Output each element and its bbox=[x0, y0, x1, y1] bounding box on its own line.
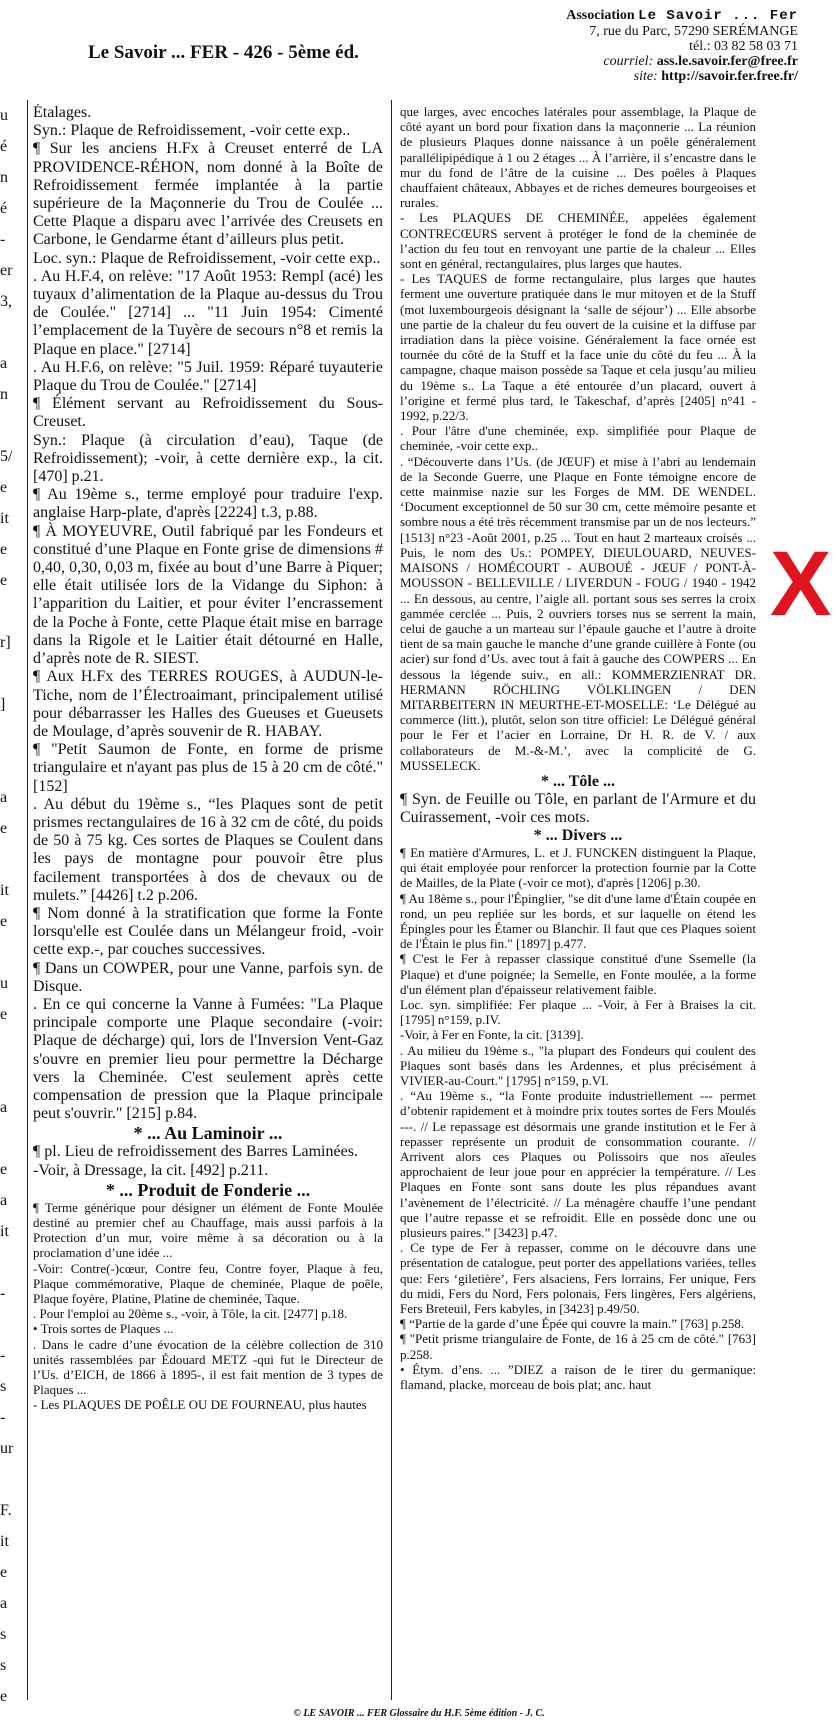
edge-fragment bbox=[0, 596, 26, 627]
edge-fragment bbox=[0, 1123, 26, 1154]
association-phone: tél.: 03 82 58 03 71 bbox=[689, 39, 798, 54]
edge-fragment: ur bbox=[0, 1440, 14, 1457]
entry-paragraph: Loc. syn. simplifiée: Fer plaque ... -Voir, à Fer à Braises la cit. [1795] n°159, p.IV. bbox=[400, 996, 756, 1028]
edge-fragment: e bbox=[0, 541, 8, 558]
entry-paragraph: ¶ Terme générique pour désigner un élément de Fonte Moulée destiné au premier chef au Chauffage, mais aussi parfois à la Protection d’un mur, voire même à sa décoration ou à la proclamation d’une idée ... bbox=[33, 1199, 383, 1261]
edge-fragment: it bbox=[0, 1533, 9, 1550]
edge-fragment: - bbox=[0, 1409, 6, 1426]
edge-fragment: it bbox=[0, 882, 9, 899]
edge-fragment: e bbox=[0, 1006, 8, 1023]
edge-fragment: e bbox=[0, 1161, 8, 1178]
section-heading-divers: * ... Divers ... bbox=[533, 826, 623, 844]
edge-fragment: a bbox=[0, 789, 8, 806]
edge-fragment: it bbox=[0, 510, 9, 527]
entry-paragraph: - Les TAQUES de forme rectangulaire, plus larges que hautes ferment une ouverture pratiquée dans le mur mitoyen et de la Stuff (mot luxembourgeois désignant la ‘salle de séjour’) ... Elle absorbe une partie de la chaleur du feu ouvert de la cuisine et la diffuse par irradiation dans la pièce voisine. Généralement la face ornée est tournée du côté de la Stuff et la face unie du côté du feu ... À la campagne, chaque maison possède sa Taque et cela jusqu’au milieu du 19ème s.. La Taque a été entourée d’un placard, ouvert à l’origine et fermé plus tard, le Takeschaf, d’après [2405] n°41 - 1992, p.22/3. bbox=[400, 271, 756, 424]
entry-paragraph: . Au H.F.4, on relève: "17 Août 1953: Rempl (acé) les tuyaux d’alimentation de la Plaque au-dessus du Trou de Coulée." [2714] ... "11 Juin 1954: Cimenté l’emplacement de la Tuyère de secours n°8 et remis la Plaque en place." [2714] bbox=[33, 267, 383, 358]
entry-paragraph: . Au milieu du 19ème s., "la plupart des Fondeurs qui coulent des Plaques sont basés dans les Ardennes, et plus précisément à VIVIER-au-Court." [1795] n°159, p.VI. bbox=[400, 1042, 756, 1088]
column-rule-left bbox=[27, 100, 28, 1700]
edge-fragment bbox=[0, 410, 26, 441]
laminoir-entries bbox=[33, 1143, 383, 1179]
edge-fragment: u bbox=[0, 107, 8, 124]
entry-paragraph: ¶ Élément servant au Refroidissement du Sous-Creuset. bbox=[33, 395, 383, 431]
edge-fragment: n bbox=[0, 169, 8, 186]
entry-paragraph: . En ce qui concerne la Vanne à Fumées: "La Plaque principale comporte une Plaque secondaire (-voir: Plaque de décharge) qui, lors de l'Inversion Vent-Gaz s'ouvre en premier lieu pour permettre la Décharge vers la Cheminée. C'est seulement après cette compensation de pression que la Plaque principale peut s'ouvrir." [215] p.84. bbox=[33, 995, 383, 1123]
edge-fragment: s bbox=[0, 1626, 7, 1643]
entry-paragraph: ¶ En matière d'Armures, L. et J. FUNCKEN distinguent la Plaque, qui était employée pour renforcer la protection fournie par la Cotte de Mailles, de la Plate (-voir ce mot), d'après [1206] p.30. bbox=[400, 844, 756, 891]
page-footer: © LE SAVOIR ... FER Glossaire du H.F. 5ème édition - J. C. bbox=[293, 1708, 545, 1719]
association-prefix: Association bbox=[566, 8, 635, 23]
entry-paragraph: ¶ Dans un COWPER, pour une Vanne, parfois syn. de Disque. bbox=[33, 959, 383, 995]
divers-entries bbox=[400, 845, 756, 1392]
edge-fragment: it bbox=[0, 1223, 9, 1240]
entry-paragraph: . Au début du 19ème s., “les Plaques sont de petit prismes rectangulaires de 16 à 32 cm de côté, du poids de 50 à 75 kg. Ces sortes de Plaques se Coulent dans les pays de montagne pour pouvoir être plus facilement transportées à dos de chevaux ou de mulets.” [4426] t.2 p.206. bbox=[33, 795, 383, 904]
entry-paragraph: . “Découverte dans l’Us. (de JŒUF) et mise à l’abri au lendemain de la Seconde Guerre, une Plaque en Fonte témoigne encore de cette mainmise nazie sur les Forges de MM. DE WENDEL. ‘Document exceptionnel de 50 sur 30 cm, cette mémoire pesante et sombre nous a été très récemment transmise par un de nos lecteurs.” [1513] n°23 -Août 2001, p.25 ... Tout en haut 2 marteaux croisés ... Puis, le nom des Us.: POMPEY, DIEULOUARD, NEUVES-MAISONS / HOMÉCOURT - AUBOUÉ - JŒUF / PONT-À-MOUSSON - BELLEVILLE / LIVERDUN - FOUG / 1940 - 1942 ... En dessous, au centre, l’aigle all. portant sous ses serres la croix gammée cerclée ... Puis, 2 ouvriers torses nus se serrent la main, celui de gauche a un marteau sur l’épaule gauche et l’autre à droite tient de sa main gauche le manche d’une grande cuillère à Fonte (ou acier) sur fond d’Us. avec tout à fait à gauche des COWPERS ... En dessous la légende suiv., en all.: KOMMERZIENRAT DR. HERMANN RÖCHLING VÖLKLINGEN / DEN MITARBEITERN IN MEURTHE-ET-MOSELLE: ‘Le Délégué au commerce (litt.), plutôt, selon son titre officiel: Le Délégué général pour le Fer et l’acier en Lorraine, Dr H. R. de V. / aux collaborateurs de M.-&-M.’, avec la complicité de G. MUSSELECK. bbox=[400, 453, 756, 773]
edge-fragment: 3, bbox=[0, 293, 12, 310]
section-heading-laminoir: * ... Au Laminoir ... bbox=[133, 1123, 283, 1144]
entry-paragraph: ¶ Nom donné à la stratification que forme la Fonte lorsqu'elle est Coulée dans un Mélangeur froid, -voir cette exp.-, par couches successives. bbox=[33, 904, 383, 959]
edge-fragment: é bbox=[0, 200, 8, 217]
entry-paragraph: ¶ "Petit Saumon de Fonte, en forme de prisme triangulaire et n'ayant pas plus de 15 à 20 cm de côté." [152] bbox=[33, 741, 383, 795]
edge-fragment bbox=[0, 1309, 26, 1340]
edge-fragment bbox=[0, 937, 26, 968]
edge-fragment bbox=[0, 1061, 26, 1092]
edge-fragment: ] bbox=[0, 696, 6, 713]
entry-paragraph: ¶ Sur les anciens H.Fx à Creuset enterré de LA PROVIDENCE-RÉHON, nom donné à la Boîte de Refroidissement fermée implantée à la partie supérieure de la Maçonnerie du Trou de Coulée ... Cette Plaque a disparu avec l’arrivée des Creusets en Carbone, le Gendarme étant d’ailleurs plus petit. bbox=[33, 140, 383, 249]
column-rule-middle bbox=[391, 100, 392, 1700]
edge-fragment: e bbox=[0, 1688, 8, 1705]
edge-fragment: 5/ bbox=[0, 448, 13, 465]
entry-paragraph: Étalages. bbox=[33, 104, 92, 121]
red-x-mark: X bbox=[770, 533, 832, 635]
edge-fragment bbox=[0, 317, 26, 348]
edge-fragment: a bbox=[0, 1192, 8, 1209]
edge-fragment: er bbox=[0, 262, 13, 279]
entry-paragraph: • Trois sortes de Plaques ... bbox=[33, 1321, 174, 1337]
site-link[interactable]: http://savoir.fer.free.fr/ bbox=[661, 69, 798, 84]
edge-fragment bbox=[0, 1030, 26, 1061]
association-block bbox=[566, 8, 798, 84]
site-label: site: bbox=[633, 69, 658, 84]
left-entries bbox=[33, 104, 383, 1123]
edge-fragment: a bbox=[0, 1099, 8, 1116]
entry-paragraph: -Voir, à Fer en Fonte, la cit. [3139]. bbox=[400, 1027, 584, 1043]
right-column bbox=[400, 104, 756, 1700]
edge-fragment: a bbox=[0, 355, 8, 372]
entry-paragraph: . Ce type de Fer à repasser, comme on le découvre dans une présentation de catalogue, peut porter des appellations variées, telles que: Fers ‘giletière’, Fers alsaciens, Fers lorrains, Fer unique, Fers du midi, Fers du Nord, Fers polonais, Fers lingères, Fers algériens, Fers Breteuil, Fers kabyles, in [3423] p.49/50. bbox=[400, 1240, 756, 1317]
edge-fragment: F. bbox=[0, 1502, 12, 1519]
edge-fragment: - bbox=[0, 231, 6, 248]
previous-column-edge bbox=[0, 100, 26, 1712]
section-heading-tole: * ... Tôle ... bbox=[541, 772, 615, 790]
association-address: 7, rue du Parc, 57290 SERÉMANGE bbox=[589, 24, 798, 39]
entry-paragraph: . Pour l'emploi au 20ème s., -voir, à Tôle, la cit. [2477] p.18. bbox=[33, 1306, 348, 1322]
edge-fragment: u bbox=[0, 975, 8, 992]
email-label: courriel: bbox=[603, 54, 654, 69]
edge-fragment bbox=[0, 844, 26, 875]
edge-fragment: e bbox=[0, 820, 8, 837]
entry-paragraph: ¶ À MOYEUVRE, Outil fabriqué par les Fondeurs et constitué d’une Plaque en Fonte grise de dimensions # 0,40, 0,30, 0,03 m, fixée au bout d’une Barre à Piquer; elle était utilisée lors de la Vidange du Siphon: à l’apparition du Laitier, et pour éviter l’encrassement de la Poche à Fonte, cette Plaque était mise en barrage dans la Rigole et le Laitier était détourné en Halle, d’après note de R. SIEST. bbox=[33, 522, 383, 668]
edge-fragment: s bbox=[0, 1657, 7, 1674]
entry-paragraph: . Pour l'âtre d'une cheminée, exp. simplifiée pour Plaque de cheminée, -voir cette exp.. bbox=[400, 423, 756, 454]
entry-paragraph: - Les PLAQUES DE POÊLE OU DE FOURNEAU, plus hautes bbox=[33, 1397, 367, 1413]
entry-paragraph: que larges, avec encoches latérales pour assemblage, la Plaque de côté ayant un bord pour fixation dans la maçonnerie ... La réunion de plusieurs Plaques donne naissance à un poêle généralement parallélipipédique à 1 ou 2 étages ... À l’arrière, il s’encastre dans le mur du fond de l’âtre de la cuisine ... Des poêles à Plaques chauffaient châteaux, Abbayes et de riches demeures bourgeoises et rurales. bbox=[400, 104, 756, 211]
entry-paragraph: . Au H.F.6, on relève: "5 Juil. 1959: Réparé tuyauterie Plaque du Trou de Coulée." [2714] bbox=[33, 358, 383, 395]
right-entries bbox=[400, 104, 756, 773]
edge-fragment: s bbox=[0, 1378, 7, 1395]
entry-paragraph: -Voir: Contre(-)cœur, Contre feu, Contre foyer, Plaque à feu, Plaque commémorative, Plaque de cheminée, Plaque de poêle, Plaque foyère, Platine, Platine de cheminée, Taque. bbox=[33, 1260, 383, 1306]
edge-fragment bbox=[0, 1464, 26, 1495]
edge-fragment bbox=[0, 720, 26, 751]
entry-paragraph: Loc. syn.: Plaque de Refroidissement, -voir cette exp.. bbox=[33, 249, 381, 267]
edge-fragment: n bbox=[0, 386, 8, 403]
edge-fragment bbox=[0, 751, 26, 782]
entry-paragraph: ¶ pl. Lieu de refroidissement des Barres Laminées. bbox=[33, 1143, 358, 1161]
edge-fragment bbox=[0, 658, 26, 689]
entry-paragraph: Syn.: Plaque (à circulation d’eau), Taque (de Refroidissement); -voir, à cette dernière exp., la cit. [470] p.21. bbox=[33, 431, 383, 486]
association-name: Le Savoir ... Fer bbox=[638, 8, 798, 24]
edge-fragment: e bbox=[0, 479, 8, 496]
entry-paragraph: ¶ “Partie de la garde d’une Épée qui couvre la main.” [763] p.258. bbox=[400, 1316, 745, 1332]
entry-paragraph: Syn.: Plaque de Refroidissement, -voir cette exp.. bbox=[33, 122, 351, 140]
entry-paragraph: . Dans le cadre d’une évocation de la célèbre collection de 310 unités rassemblées par Édouard METZ -qui fut le Directeur de l’Us. d’EICH, de 1866 à 1895-, il est fait mention de 3 types de Plaques ... bbox=[33, 1336, 383, 1398]
entry-paragraph: - Les PLAQUES DE CHEMINÉE, appelées également CONTRECŒURS servent à protéger le fond de la cheminée de l’action du feu tout en renvoyant une partie de la chaleur ... Elles sont en général, rectangulaires, plus larges que hautes. bbox=[400, 210, 756, 272]
tole-entry: ¶ Syn. de Feuille ou Tôle, en parlant de l'Armure et du Cuirassement, -voir ces mots. bbox=[400, 790, 756, 826]
entry-paragraph: . “Au 19ème s., “la Fonte produite industriellement --- permet d’obtenir rapidement et à moindre prix toutes sortes de Fers Moulés ---. // Le repassage est désormais une grande institution et le Fer à repasser représente un produit de consommation courante. // Arrivent alors ces Plaques ou Polissoirs que nos aïeules approchaient de leur joue pour en apprécier la température. // Les Plaques en Fonte sont sans doute les plus répandues avant l’avènement de l’électricité. // La ménagère chauffe l’une pendant que l’autre repasse et se refroidit. Elle en possède donc une ou plusieurs paires.” [3423] p.47. bbox=[400, 1088, 756, 1241]
entry-paragraph: -Voir, à Dressage, la cit. [492] p.211. bbox=[33, 1161, 269, 1179]
edge-fragment: r] bbox=[0, 634, 11, 651]
edge-fragment: é bbox=[0, 138, 8, 155]
entry-paragraph: ¶ C'est le Fer à repasser classique constitué d'une Ssemelle (la Plaque) et d'une poignée; la Semelle, en Fonte moulée, a la forme d'un élément plan d'épaisseur relativement faible. bbox=[400, 951, 756, 997]
edge-fragment: a bbox=[0, 1595, 8, 1612]
email-link[interactable]: ass.le.savoir.fer@free.fr bbox=[656, 54, 798, 69]
entry-paragraph: ¶ "Petit prisme triangulaire de Fonte, de 16 à 25 cm de côté." [763] p.258. bbox=[400, 1331, 756, 1362]
left-column bbox=[33, 104, 383, 1700]
edge-fragment bbox=[0, 1247, 26, 1278]
entry-paragraph: • Étym. d’ens. ... ”DIEZ a raison de le tirer du germanique: flamand, placke, morceau de bois plat; anc. haut bbox=[400, 1361, 756, 1393]
fonderie-entries bbox=[33, 1200, 383, 1413]
edge-fragment: - bbox=[0, 1347, 6, 1364]
entry-paragraph: ¶ Aux H.Fx des TERRES ROUGES, à AUDUN-le-Tiche, nom de l’Électroaimant, principalement utilisé pour débarrasser les Halles des Gueuses et Gueusets de Moulage, d’après souvenir de R. HABAY. bbox=[33, 668, 383, 740]
edge-fragment: e bbox=[0, 913, 8, 930]
edge-fragment: - bbox=[0, 1285, 6, 1302]
running-header: Le Savoir ... FER - 426 - 5ème éd. bbox=[88, 42, 359, 63]
edge-fragment: e bbox=[0, 1564, 8, 1581]
entry-paragraph: ¶ Au 18ème s., pour l'Épinglier, "se dit d'une lame d'Étain coupée en rond, un peu repliée sur les bords, et sur laquelle on étend les Épingles pour les Étamer ou Blanchir. Il faut que ces Plaques soient de l'Étain le plus fin." [1897] p.477. bbox=[400, 890, 756, 952]
section-heading-fonderie: * ... Produit de Fonderie ... bbox=[105, 1179, 311, 1200]
entry-paragraph: ¶ Au 19ème s., terme employé pour traduire l'exp. anglaise Harp-plate, d'après [2224] t.3, p.88. bbox=[33, 486, 383, 522]
edge-fragment: e bbox=[0, 572, 8, 589]
